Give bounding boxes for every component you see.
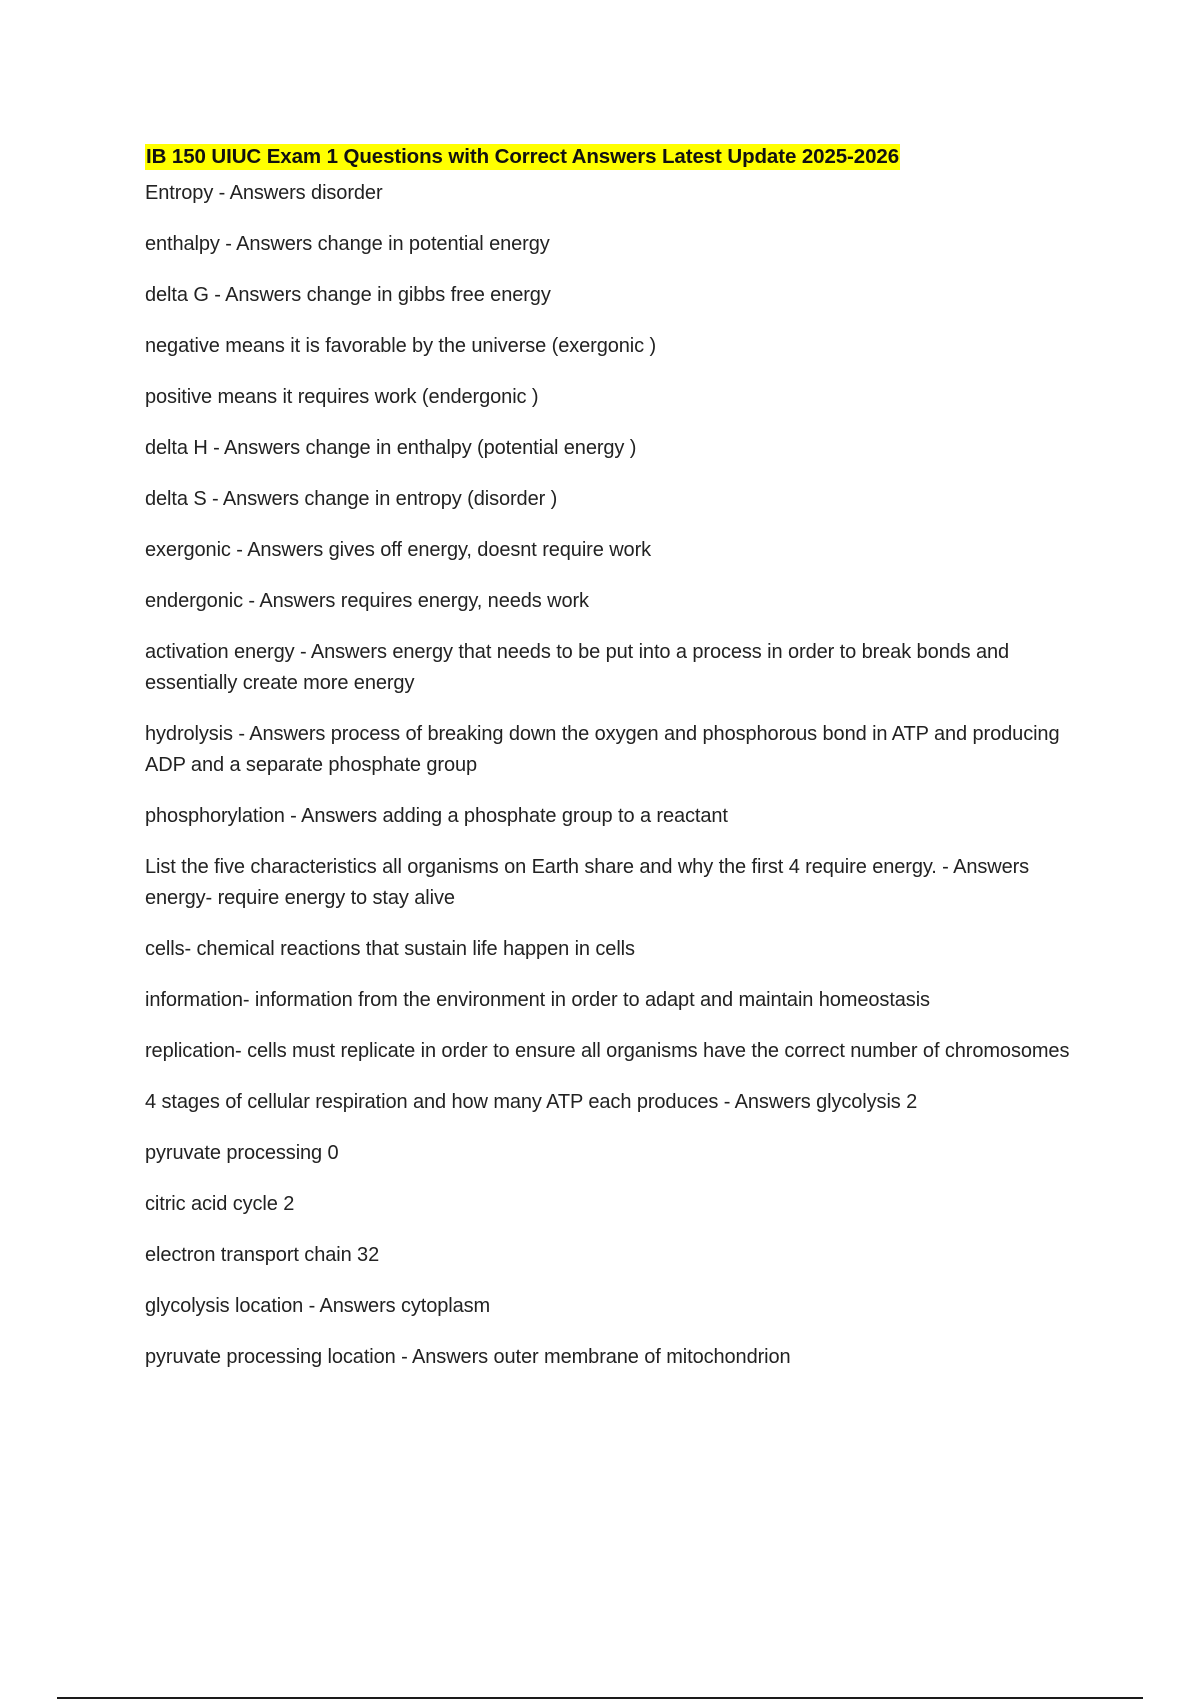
qa-entry: exergonic - Answers gives off energy, doesnt require work [145, 539, 652, 561]
qa-entry: positive means it requires work (endergonic ) [145, 386, 539, 408]
qa-entry: replication- cells must replicate in order to ensure all organisms have the correct number of chromosomes [145, 1040, 1070, 1062]
qa-entry: delta S - Answers change in entropy (disorder ) [145, 488, 558, 510]
qa-entry: List the five characteristics all organisms on Earth share and why the first 4 require energy. - Answers energy- require energy to stay alive [145, 856, 1030, 909]
qa-entry: activation energy - Answers energy that needs to be put into a process in order to break bonds and essentially create more energy [145, 641, 1010, 694]
qa-entry: phosphorylation - Answers adding a phosphate group to a reactant [145, 805, 728, 827]
qa-entry: electron transport chain 32 [145, 1244, 380, 1266]
qa-entry: delta G - Answers change in gibbs free energy [145, 284, 551, 306]
qa-entry: 4 stages of cellular respiration and how many ATP each produces - Answers glycolysis 2 [145, 1091, 918, 1113]
qa-entry: Entropy - Answers disorder [145, 182, 383, 204]
qa-entry: pyruvate processing 0 [145, 1142, 339, 1164]
qa-entry: cells- chemical reactions that sustain life happen in cells [145, 938, 635, 960]
qa-entry: negative means it is favorable by the universe (exergonic ) [145, 335, 657, 357]
footer-divider [57, 1697, 1143, 1699]
qa-entry: pyruvate processing location - Answers outer membrane of mitochondrion [145, 1346, 791, 1368]
document-page [145, 144, 1080, 1393]
qa-entry: citric acid cycle 2 [145, 1193, 295, 1215]
qa-entry: endergonic - Answers requires energy, needs work [145, 590, 589, 612]
qa-entry: delta H - Answers change in enthalpy (potential energy ) [145, 437, 637, 459]
qa-list [145, 178, 1080, 1373]
qa-entry: glycolysis location - Answers cytoplasm [145, 1295, 491, 1317]
qa-entry: hydrolysis - Answers process of breaking down the oxygen and phosphorous bond in ATP and producing ADP and a separate phosphate group [145, 723, 1060, 776]
document-title: IB 150 UIUC Exam 1 Questions with Correct Answers Latest Update 2025-2026 [146, 145, 899, 168]
qa-entry: enthalpy - Answers change in potential energy [145, 233, 550, 255]
qa-entry: information- information from the environment in order to adapt and maintain homeostasis [145, 989, 930, 1011]
